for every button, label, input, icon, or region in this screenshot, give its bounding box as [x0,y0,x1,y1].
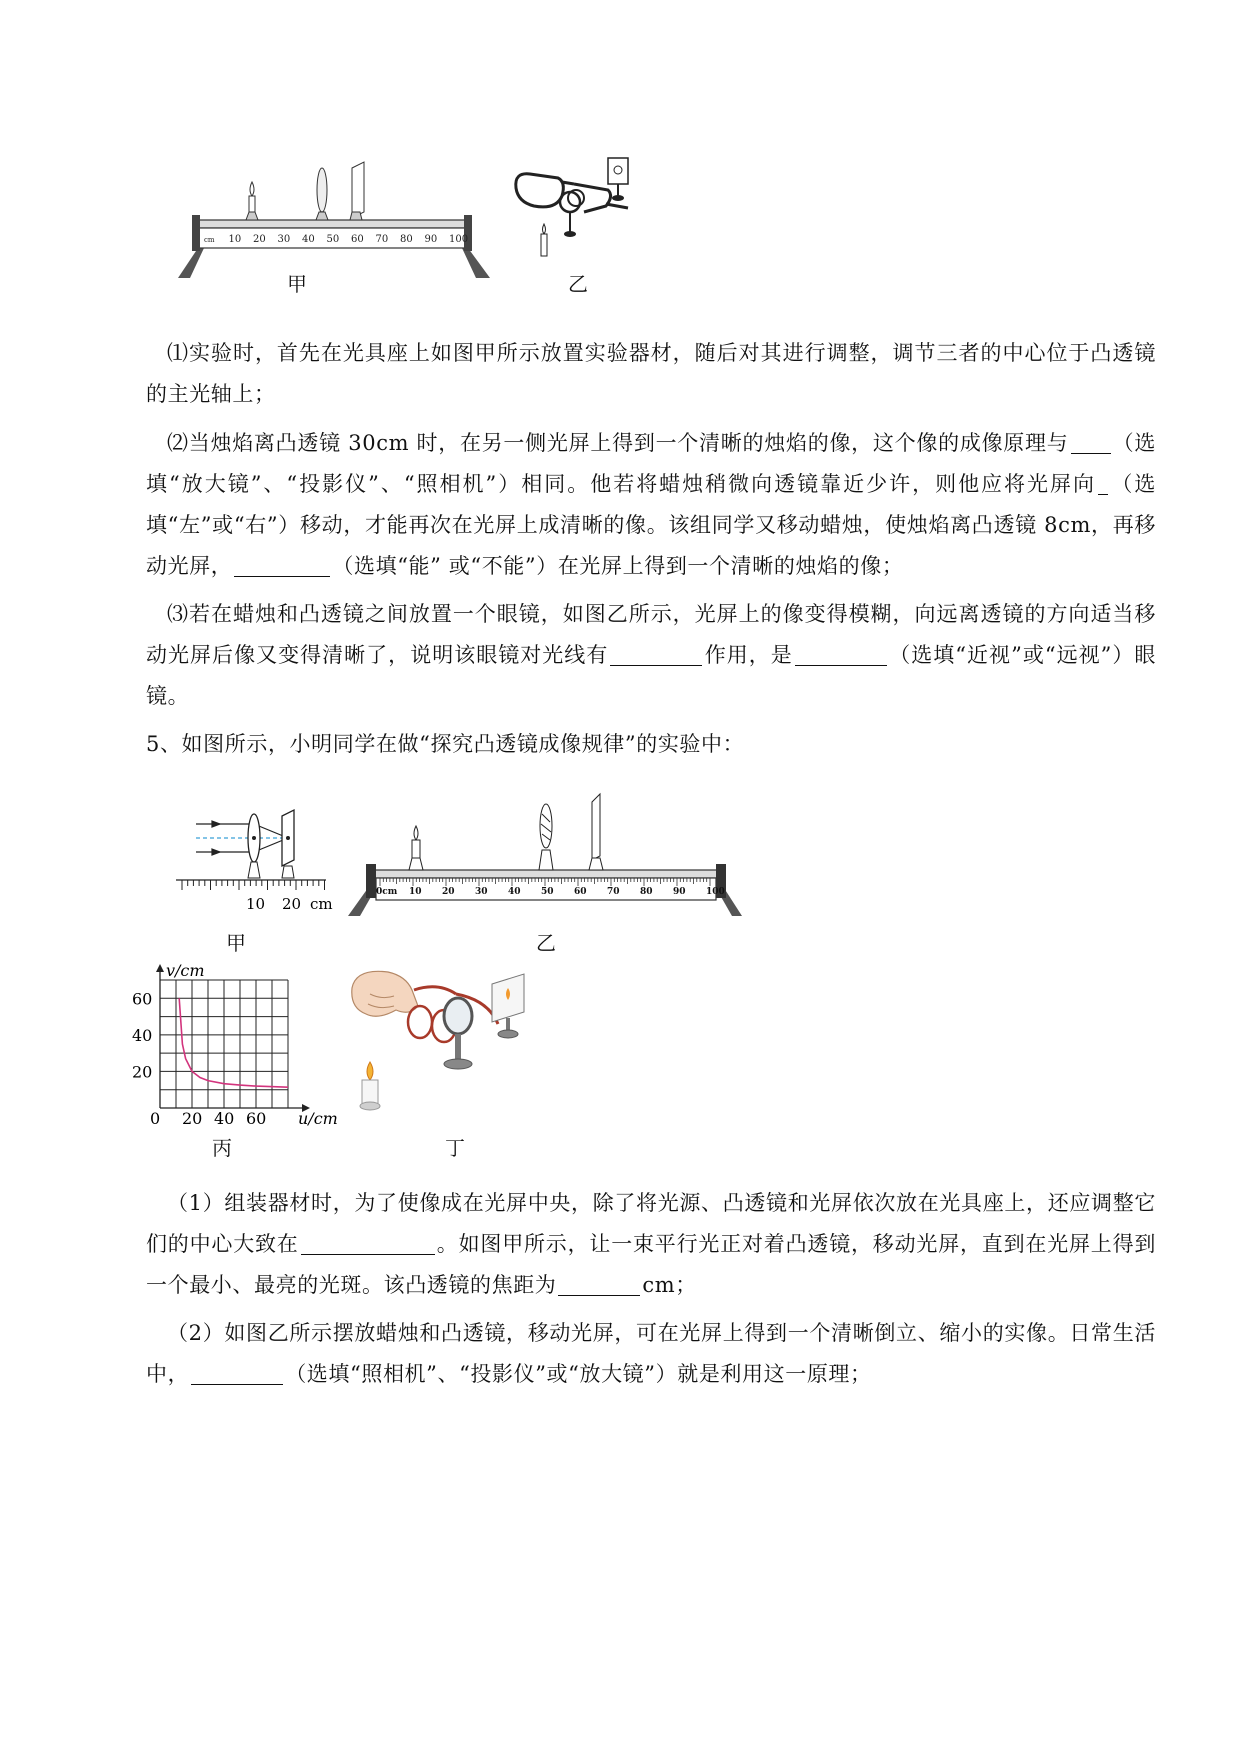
q5-part2 [146,1313,1156,1395]
y-tick-label: 20 [132,1062,153,1082]
q5-part2-text-a: （2）如图乙所示摆放蜡烛和凸透镜，移动光屏，可在光屏上得到一个清晰倒立、缩小的实像。日常生活中， [146,1321,1156,1386]
ruler-label: 10 [409,887,422,897]
answer-blank-glasses-type[interactable] [795,643,887,666]
answer-blank-application[interactable] [191,1362,283,1385]
lens-holder-icon [444,998,472,1069]
light-screen-icon [589,794,603,870]
answer-blank-principle[interactable] [1071,431,1111,454]
q4-part2-text-c: （选填“左”或“右”）移动，才能再次在光屏上成清晰的像。该组同学又移动蜡烛，使烛焰离凸透镜 8cm，再移动光屏， [146,472,1156,578]
q5-part1-text-b: 。如图甲所示，让一束平行光正对着凸透镜，移动光屏，直到在光屏上得到一个最小、最亮的光斑。该凸透镜的焦距为 [146,1232,1157,1297]
bench-rail [368,870,722,878]
q4-part2-text-b: （选填“放大镜”、“投影仪”、“照相机”）相同。他若将蜡烛稍微向透镜靠近少许，则他应将光屏向 [146,431,1156,496]
ruler-label-20: 20 [282,895,302,913]
ruler-label: 80 [640,887,653,897]
q4-part2 [146,423,1156,587]
ruler-unit: cm [310,895,333,913]
q5-fig-caption-ding: 丁 [445,1136,465,1160]
q4-part3-text-a: ⑶若在蜡烛和凸透镜之间放置一个眼镜，如图乙所示，光屏上的像变得模糊，向远离透镜的方向适当移动光屏后像又变得清晰了，说明该眼镜对光线有 [146,602,1156,667]
x-tick-label: 60 [246,1109,267,1128]
ruler-label: 20 [253,234,266,245]
q4-part2-text-a: ⑵当烛焰离凸透镜 30cm 时，在另一侧光屏上得到一个清晰的烛焰的像，这个像的成像原理与 [167,431,1069,455]
q4-part1-text: ⑴实验时，首先在光具座上如图甲所示放置实验器材，随后对其进行调整，调节三者的中心位于凸透镜的主光轴上； [146,341,1156,406]
x-tick-label: 40 [214,1109,235,1128]
y-tick-label: 40 [132,1025,153,1045]
bench-end-right [464,215,472,251]
ruler-label: 50 [326,234,340,245]
candle-small-icon [541,224,547,256]
figure-glasses-photo [348,964,538,1124]
candle-icon [409,826,423,870]
convex-lens-icon [539,804,553,870]
bench-rail [198,220,466,228]
y-axis-label: v/cm [166,961,205,980]
q4-part2-text-d: （选填“能” 或“不能”）在光屏上得到一个清晰的烛焰的像； [332,554,904,578]
ruler-label: 30 [277,234,291,245]
figure-uv-graph [130,958,350,1128]
ruler-label-10: 10 [246,895,266,913]
bench-leg-left [178,248,204,278]
ruler-label: 0cm [376,887,398,897]
ruler-label: 80 [400,234,413,245]
hand-icon [352,971,418,1016]
q4-part1 [146,333,1156,415]
q4-part3-text-b: 作用，是 [704,643,793,667]
answer-blank-focal-length[interactable] [558,1273,640,1296]
bench-end-left [366,864,376,898]
ruler-label: cm [204,236,215,244]
ruler-label: 60 [574,887,587,897]
ruler-label: 40 [508,887,521,897]
ruler-label: 100 [706,887,725,897]
ruler-label: 70 [375,234,389,245]
figure1-caption-yi: 乙 [568,272,588,296]
q5-part1-text-c: cm； [642,1273,697,1297]
light-screen-icon [350,162,364,220]
ruler-label: 100 [449,234,469,245]
glasses-lens-left [516,174,564,207]
ruler-label: 30 [475,887,488,897]
x-tick-label: 0 [150,1109,161,1128]
bench-leg-right [462,248,490,278]
q5-part2-text-b: （选填“照相机”、“投影仪”或“放大镜”）就是利用这一原理； [285,1362,872,1386]
q5-fig-caption-yi: 乙 [536,931,556,955]
candle-icon [246,182,258,220]
q5-part1 [146,1183,1156,1306]
figure1-caption-jia: 甲 [287,272,307,296]
answer-blank-effect[interactable] [610,643,702,666]
answer-blank-center-position[interactable] [301,1232,435,1255]
answer-blank-can-or-not[interactable] [234,554,330,577]
ruler-label: 90 [424,234,438,245]
ruler-label: 10 [228,234,242,245]
ruler-label: 90 [673,887,686,897]
convex-lens-icon [316,168,328,220]
q4-part3 [146,594,1156,717]
q4-part3-text-c: （选填“近视”或“远视”）眼镜。 [146,643,1156,708]
q5-stem [146,724,1156,765]
q5-fig-caption-bing: 丙 [212,1136,232,1160]
answer-blank-direction[interactable] [1098,472,1108,495]
candle-photo-icon [360,1062,380,1110]
mini-screen-icon [608,158,628,184]
figure-glasses-setup [510,152,660,262]
ruler-label: 20 [442,887,455,897]
ruler-label: 40 [302,234,315,245]
x-tick-label: 20 [182,1109,203,1128]
y-tick-label: 60 [132,989,153,1009]
x-axis-label: u/cm [298,1109,338,1128]
bench-end-left [192,215,200,251]
light-screen-icon [492,974,524,1038]
q5-part1-text-a: （1）组装器材时，为了使像成在光屏中央，除了将光源、凸透镜和光屏依次放在光具座上，还应调整它们的中心大致在 [146,1191,1156,1256]
ruler-label: 70 [607,887,620,897]
ruler-label: 60 [351,234,364,245]
ruler-label: 50 [541,887,554,897]
q5-stem-text: 5、如图所示，小明同学在做“探究凸透镜成像规律”的实验中： [146,732,745,756]
q5-fig-caption-jia: 甲 [226,931,246,955]
figure-optical-bench-q5 [346,792,746,922]
